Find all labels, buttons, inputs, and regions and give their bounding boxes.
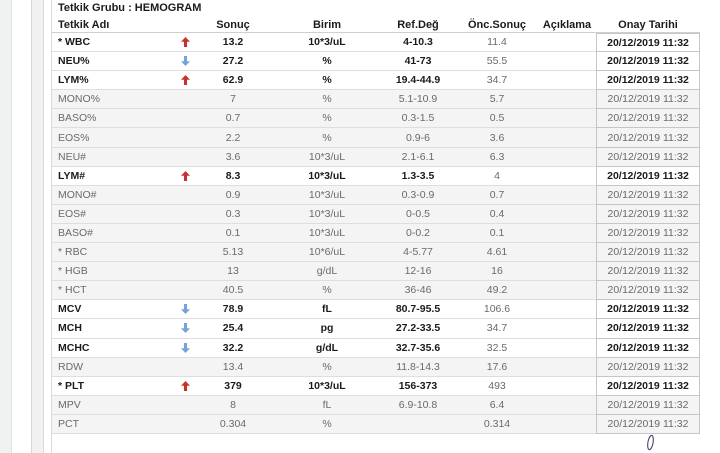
test-name: MONO#	[58, 188, 97, 201]
note	[538, 300, 596, 319]
reference-range: 41-73	[380, 52, 456, 71]
approval-date: 20/12/2019 11:32	[596, 396, 700, 415]
reference-range: 32.7-35.6	[380, 339, 456, 358]
reference-range: 4-5.77	[380, 243, 456, 262]
result-value: 0.9	[192, 186, 274, 205]
vertical-scrollbar[interactable]	[31, 0, 44, 453]
approval-date: 20/12/2019 11:32	[596, 300, 700, 319]
unit: g/dL	[274, 262, 380, 281]
test-name: NEU#	[58, 150, 87, 163]
col-header-approval-date: Onay Tarihi	[618, 19, 678, 31]
result-value: 13.4	[192, 358, 274, 377]
previous-result: 0.7	[456, 186, 538, 205]
approval-date: 20/12/2019 11:32	[596, 262, 700, 281]
note	[538, 377, 596, 396]
table-row[interactable]	[52, 319, 700, 338]
table-row[interactable]	[52, 71, 700, 90]
abnormal-arrow-icon	[181, 343, 190, 353]
approval-date: 20/12/2019 11:32	[596, 90, 700, 109]
result-value: 0.304	[192, 415, 274, 434]
result-value: 2.2	[192, 128, 274, 147]
table-row[interactable]	[52, 415, 700, 434]
note	[538, 358, 596, 377]
unit: %	[274, 90, 380, 109]
test-name: BASO#	[58, 226, 94, 239]
previous-result: 4.61	[456, 243, 538, 262]
reference-range: 0.3-1.5	[380, 109, 456, 128]
test-name: LYM#	[58, 169, 86, 182]
table-row[interactable]	[52, 281, 700, 300]
previous-result: 49.2	[456, 281, 538, 300]
test-name: NEU%	[58, 55, 90, 68]
result-value: 8	[192, 396, 274, 415]
note	[538, 109, 596, 128]
reference-range: 0-0.2	[380, 224, 456, 243]
note	[538, 128, 596, 147]
note	[538, 262, 596, 281]
test-name: MCHC	[58, 341, 90, 354]
note	[538, 243, 596, 262]
table-row[interactable]	[52, 109, 700, 128]
test-name: MONO%	[58, 93, 100, 106]
test-name: MPV	[58, 398, 81, 411]
stray-pen-mark-icon	[644, 433, 657, 453]
reference-range: 12-16	[380, 262, 456, 281]
unit: 10*3/uL	[274, 224, 380, 243]
table-row[interactable]	[52, 224, 700, 243]
abnormal-arrow-icon	[181, 37, 190, 47]
approval-date: 20/12/2019 11:32	[596, 71, 700, 90]
previous-result: 3.6	[456, 128, 538, 147]
unit: %	[274, 109, 380, 128]
reference-range: 5.1-10.9	[380, 90, 456, 109]
note	[538, 205, 596, 224]
approval-date: 20/12/2019 11:32	[596, 205, 700, 224]
test-name: * HGB	[58, 265, 88, 278]
result-value: 27.2	[192, 52, 274, 71]
approval-date: 20/12/2019 11:32	[596, 167, 700, 186]
approval-date: 20/12/2019 11:32	[596, 358, 700, 377]
test-name: EOS#	[58, 207, 87, 220]
test-name: BASO%	[58, 112, 97, 125]
previous-result: 11.4	[456, 33, 538, 52]
test-name: RDW	[58, 360, 84, 373]
note	[538, 339, 596, 358]
unit: %	[274, 415, 380, 434]
unit: 10*3/uL	[274, 148, 380, 167]
previous-result: 0.4	[456, 205, 538, 224]
previous-result: 0.1	[456, 224, 538, 243]
previous-result: 0.314	[456, 415, 538, 434]
approval-date: 20/12/2019 11:32	[596, 339, 700, 358]
table-row[interactable]	[52, 90, 700, 109]
reference-range: 1.3-3.5	[380, 167, 456, 186]
test-name: EOS%	[58, 131, 90, 144]
previous-result: 32.5	[456, 339, 538, 358]
unit: 10*3/uL	[274, 377, 380, 396]
note	[538, 167, 596, 186]
reference-range: 6.9-10.8	[380, 396, 456, 415]
result-value: 8.3	[192, 167, 274, 186]
test-name: MCH	[58, 322, 82, 335]
unit: 10*6/uL	[274, 243, 380, 262]
result-value: 32.2	[192, 339, 274, 358]
note	[538, 224, 596, 243]
previous-result: 4	[456, 167, 538, 186]
approval-date: 20/12/2019 11:32	[596, 186, 700, 205]
note	[538, 186, 596, 205]
reference-range: 2.1-6.1	[380, 148, 456, 167]
col-header-result: Sonuç	[216, 19, 250, 31]
unit: %	[274, 52, 380, 71]
unit: pg	[274, 319, 380, 338]
approval-date: 20/12/2019 11:32	[596, 33, 700, 52]
unit: %	[274, 358, 380, 377]
previous-result: 493	[456, 377, 538, 396]
col-header-previous: Önc.Sonuç	[467, 19, 527, 31]
approval-date: 20/12/2019 11:32	[596, 128, 700, 147]
result-value: 379	[192, 377, 274, 396]
abnormal-arrow-icon	[181, 323, 190, 333]
previous-result: 5.7	[456, 90, 538, 109]
approval-date: 20/12/2019 11:32	[596, 224, 700, 243]
table-row[interactable]	[52, 167, 700, 186]
unit: 10*3/uL	[274, 205, 380, 224]
reference-range: 36-46	[380, 281, 456, 300]
result-value: 7	[192, 90, 274, 109]
approval-date: 20/12/2019 11:32	[596, 148, 700, 167]
abnormal-arrow-icon	[181, 381, 190, 391]
table-header-row	[52, 18, 700, 32]
table-row[interactable]	[52, 186, 700, 205]
table-row[interactable]	[52, 148, 700, 167]
table-row[interactable]	[52, 243, 700, 262]
previous-result: 17.6	[456, 358, 538, 377]
result-value: 5.13	[192, 243, 274, 262]
reference-range: 80.7-95.5	[380, 300, 456, 319]
previous-result: 6.3	[456, 148, 538, 167]
previous-result: 34.7	[456, 319, 538, 338]
note	[538, 71, 596, 90]
result-value: 0.1	[192, 224, 274, 243]
approval-date: 20/12/2019 11:32	[596, 377, 700, 396]
col-header-unit: Birim	[312, 19, 342, 31]
unit: 10*3/uL	[274, 33, 380, 52]
table-row[interactable]	[52, 205, 700, 224]
unit: 10*3/uL	[274, 167, 380, 186]
table-row[interactable]	[52, 33, 700, 52]
reference-range: 19.4-44.9	[380, 71, 456, 90]
unit: %	[274, 128, 380, 147]
result-value: 0.3	[192, 205, 274, 224]
reference-range: 156-373	[380, 377, 456, 396]
abnormal-arrow-icon	[181, 171, 190, 181]
note	[538, 319, 596, 338]
test-name: * WBC	[58, 36, 91, 49]
result-value: 13.2	[192, 33, 274, 52]
reference-range: 27.2-33.5	[380, 319, 456, 338]
result-value: 0.7	[192, 109, 274, 128]
table-row[interactable]	[52, 377, 700, 396]
reference-range	[380, 415, 456, 434]
note	[538, 33, 596, 52]
reference-range: 11.8-14.3	[380, 358, 456, 377]
result-value: 62.9	[192, 71, 274, 90]
table-row[interactable]	[52, 300, 700, 319]
result-value: 25.4	[192, 319, 274, 338]
table-row[interactable]	[52, 128, 700, 147]
table-row[interactable]	[52, 262, 700, 281]
result-value: 3.6	[192, 148, 274, 167]
previous-result: 55.5	[456, 52, 538, 71]
note	[538, 281, 596, 300]
results-panel	[51, 0, 700, 453]
test-name: * HCT	[58, 284, 87, 297]
test-name: LYM%	[58, 74, 89, 87]
abnormal-arrow-icon	[181, 56, 190, 66]
result-value: 13	[192, 262, 274, 281]
test-name: PCT	[58, 417, 79, 430]
note	[538, 52, 596, 71]
approval-date: 20/12/2019 11:32	[596, 415, 700, 434]
abnormal-arrow-icon	[181, 75, 190, 85]
approval-date: 20/12/2019 11:32	[596, 319, 700, 338]
previous-result: 16	[456, 262, 538, 281]
test-group-title: Tetkik Grubu : HEMOGRAM	[58, 2, 202, 14]
unit: 10*3/uL	[274, 186, 380, 205]
note	[538, 396, 596, 415]
note	[538, 148, 596, 167]
left-panel-edge	[0, 0, 12, 453]
abnormal-arrow-icon	[181, 304, 190, 314]
col-header-reference: Ref.Değ	[397, 19, 439, 31]
approval-date: 20/12/2019 11:32	[596, 52, 700, 71]
col-header-test-name: Tetkik Adı	[58, 19, 110, 31]
col-header-note: Açıklama	[542, 19, 592, 31]
unit: fL	[274, 396, 380, 415]
test-name: * RBC	[58, 246, 88, 259]
approval-date: 20/12/2019 11:32	[596, 281, 700, 300]
unit: %	[274, 71, 380, 90]
approval-date: 20/12/2019 11:32	[596, 243, 700, 262]
previous-result: 34.7	[456, 71, 538, 90]
result-value: 40.5	[192, 281, 274, 300]
approval-date: 20/12/2019 11:32	[596, 109, 700, 128]
results-table-body	[52, 32, 700, 434]
result-value: 78.9	[192, 300, 274, 319]
previous-result: 6.4	[456, 396, 538, 415]
note	[538, 90, 596, 109]
reference-range: 0.3-0.9	[380, 186, 456, 205]
test-name: MCV	[58, 303, 82, 316]
reference-range: 4-10.3	[380, 33, 456, 52]
test-name: * PLT	[58, 379, 85, 392]
unit: g/dL	[274, 339, 380, 358]
table-row[interactable]	[52, 339, 700, 358]
table-row[interactable]	[52, 52, 700, 71]
reference-range: 0.9-6	[380, 128, 456, 147]
unit: %	[274, 281, 380, 300]
previous-result: 106.6	[456, 300, 538, 319]
reference-range: 0-0.5	[380, 205, 456, 224]
note	[538, 415, 596, 434]
table-row[interactable]	[52, 358, 700, 377]
previous-result: 0.5	[456, 109, 538, 128]
table-row[interactable]	[52, 396, 700, 415]
unit: fL	[274, 300, 380, 319]
